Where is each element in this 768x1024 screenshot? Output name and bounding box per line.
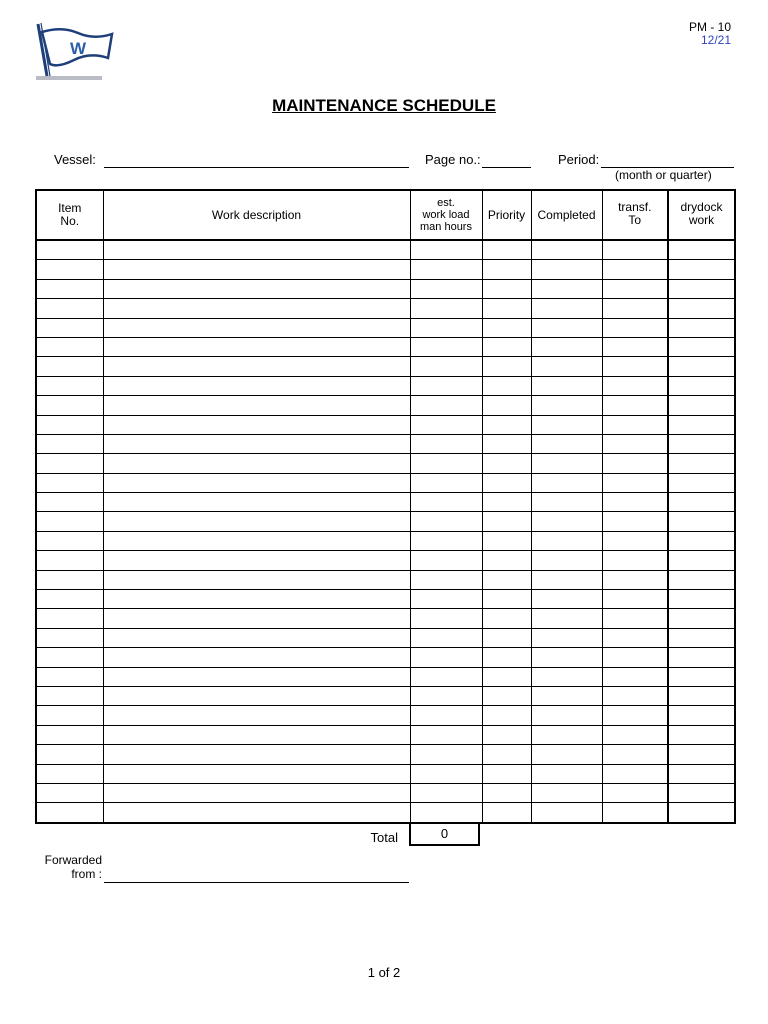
work-description-cell[interactable] <box>103 260 410 279</box>
period-label: Period: <box>558 152 600 167</box>
transf-to-cell[interactable] <box>602 686 668 705</box>
table-row <box>36 628 735 647</box>
priority-cell[interactable] <box>482 512 531 531</box>
item-no-cell[interactable] <box>36 667 103 686</box>
item-no-cell[interactable] <box>36 551 103 570</box>
est-work-load-cell[interactable] <box>410 337 482 356</box>
table-row <box>36 570 735 589</box>
item-no-cell[interactable] <box>36 279 103 298</box>
priority-cell[interactable] <box>482 454 531 473</box>
drydock-work-cell[interactable] <box>668 745 735 764</box>
drydock-work-cell[interactable] <box>668 376 735 395</box>
total-label: Total <box>370 830 398 845</box>
drydock-work-cell[interactable] <box>668 454 735 473</box>
work-description-cell[interactable] <box>103 725 410 744</box>
table-row <box>36 803 735 823</box>
est-work-load-cell[interactable] <box>410 279 482 298</box>
transf-to-cell[interactable] <box>602 609 668 628</box>
priority-cell[interactable] <box>482 376 531 395</box>
item-no-cell[interactable] <box>36 570 103 589</box>
transf-to-cell[interactable] <box>602 337 668 356</box>
item-no-cell[interactable] <box>36 240 103 260</box>
completed-cell[interactable] <box>531 764 602 783</box>
table-row <box>36 260 735 279</box>
transf-to-cell[interactable] <box>602 764 668 783</box>
completed-cell[interactable] <box>531 609 602 628</box>
forwarded-line1: Forwarded <box>44 853 102 867</box>
est-work-load-cell[interactable] <box>410 299 482 318</box>
item-no-cell[interactable] <box>36 260 103 279</box>
table-header-row <box>36 190 735 240</box>
drydock-work-cell[interactable] <box>668 783 735 802</box>
item-no-cell[interactable] <box>36 318 103 337</box>
col-work-description-label: Work description <box>211 207 302 222</box>
drydock-work-cell[interactable] <box>668 667 735 686</box>
work-description-cell[interactable] <box>103 686 410 705</box>
work-description-cell[interactable] <box>103 337 410 356</box>
col-work-description-header <box>103 190 410 240</box>
transf-to-cell[interactable] <box>602 648 668 667</box>
item-no-cell[interactable] <box>36 783 103 802</box>
drydock-work-cell[interactable] <box>668 434 735 453</box>
work-description-cell[interactable] <box>103 745 410 764</box>
completed-cell[interactable] <box>531 299 602 318</box>
transf-to-cell[interactable] <box>602 260 668 279</box>
work-description-cell[interactable] <box>103 628 410 647</box>
col-completed-label: Completed <box>537 207 596 222</box>
table-row <box>36 415 735 434</box>
completed-cell[interactable] <box>531 706 602 725</box>
priority-cell[interactable] <box>482 337 531 356</box>
work-description-cell[interactable] <box>103 531 410 550</box>
table-row <box>36 512 735 531</box>
item-no-cell[interactable] <box>36 764 103 783</box>
col-drydock-line2: work <box>688 213 715 227</box>
est-work-load-cell[interactable] <box>410 493 482 512</box>
col-priority-header <box>482 190 531 240</box>
page-no-field[interactable] <box>482 152 531 168</box>
drydock-work-cell[interactable] <box>668 803 735 823</box>
drydock-work-cell[interactable] <box>668 415 735 434</box>
maintenance-table <box>35 189 736 824</box>
drydock-work-cell[interactable] <box>668 648 735 667</box>
priority-cell[interactable] <box>482 357 531 376</box>
completed-cell[interactable] <box>531 745 602 764</box>
completed-cell[interactable] <box>531 454 602 473</box>
work-description-cell[interactable] <box>103 376 410 395</box>
page-title: MAINTENANCE SCHEDULE <box>272 96 496 115</box>
table-row <box>36 434 735 453</box>
drydock-work-cell[interactable] <box>668 686 735 705</box>
work-description-cell[interactable] <box>103 415 410 434</box>
completed-cell[interactable] <box>531 783 602 802</box>
col-item-no-header <box>36 190 103 240</box>
transf-to-cell[interactable] <box>602 628 668 647</box>
est-work-load-cell[interactable] <box>410 764 482 783</box>
est-work-load-cell[interactable] <box>410 648 482 667</box>
completed-cell[interactable] <box>531 648 602 667</box>
transf-to-cell[interactable] <box>602 725 668 744</box>
est-work-load-cell[interactable] <box>410 260 482 279</box>
col-drydock-work-header <box>668 190 735 240</box>
priority-cell[interactable] <box>482 493 531 512</box>
est-work-load-cell[interactable] <box>410 686 482 705</box>
drydock-work-cell[interactable] <box>668 570 735 589</box>
col-transf-line1: transf. <box>618 200 652 214</box>
drydock-work-cell[interactable] <box>668 396 735 415</box>
item-no-cell[interactable] <box>36 725 103 744</box>
priority-cell[interactable] <box>482 686 531 705</box>
vessel-field[interactable] <box>104 152 409 168</box>
table-row <box>36 783 735 802</box>
work-description-cell[interactable] <box>103 318 410 337</box>
est-work-load-cell[interactable] <box>410 725 482 744</box>
priority-cell[interactable] <box>482 531 531 550</box>
table-row <box>36 337 735 356</box>
work-description-cell[interactable] <box>103 357 410 376</box>
col-completed-header <box>531 190 602 240</box>
priority-cell[interactable] <box>482 803 531 823</box>
item-no-cell[interactable] <box>36 396 103 415</box>
completed-cell[interactable] <box>531 628 602 647</box>
transf-to-cell[interactable] <box>602 434 668 453</box>
total-value: 0 <box>409 822 480 846</box>
completed-cell[interactable] <box>531 260 602 279</box>
est-work-load-cell[interactable] <box>410 396 482 415</box>
priority-cell[interactable] <box>482 240 531 260</box>
priority-cell[interactable] <box>482 725 531 744</box>
work-description-cell[interactable] <box>103 493 410 512</box>
col-item-no-line1: Item <box>58 201 82 215</box>
transf-to-cell[interactable] <box>602 318 668 337</box>
priority-cell[interactable] <box>482 473 531 492</box>
completed-cell[interactable] <box>531 493 602 512</box>
transf-to-cell[interactable] <box>602 240 668 260</box>
col-drydock-line1: drydock <box>680 200 723 214</box>
transf-to-cell[interactable] <box>602 706 668 725</box>
col-priority-label: Priority <box>487 207 526 222</box>
transf-to-cell[interactable] <box>602 279 668 298</box>
item-no-cell[interactable] <box>36 376 103 395</box>
forwarded-line2: from : <box>71 867 102 881</box>
transf-to-cell[interactable] <box>602 493 668 512</box>
est-work-load-cell[interactable] <box>410 706 482 725</box>
item-no-cell[interactable] <box>36 609 103 628</box>
priority-cell[interactable] <box>482 745 531 764</box>
drydock-work-cell[interactable] <box>668 725 735 744</box>
item-no-cell[interactable] <box>36 531 103 550</box>
transf-to-cell[interactable] <box>602 376 668 395</box>
logo-letter: W <box>69 39 87 58</box>
forwarded-from-label <box>36 853 102 881</box>
completed-cell[interactable] <box>531 473 602 492</box>
item-no-cell[interactable] <box>36 473 103 492</box>
table-row <box>36 667 735 686</box>
priority-cell[interactable] <box>482 570 531 589</box>
table-row <box>36 609 735 628</box>
completed-cell[interactable] <box>531 318 602 337</box>
priority-cell[interactable] <box>482 783 531 802</box>
revision-date: 12/21 <box>700 33 731 47</box>
work-description-cell[interactable] <box>103 570 410 589</box>
est-work-load-cell[interactable] <box>410 318 482 337</box>
table-row <box>36 725 735 744</box>
completed-cell[interactable] <box>531 434 602 453</box>
col-est-line3: man hours <box>420 221 472 233</box>
priority-cell[interactable] <box>482 260 531 279</box>
est-work-load-cell[interactable] <box>410 531 482 550</box>
work-description-cell[interactable] <box>103 764 410 783</box>
est-work-load-cell[interactable] <box>410 434 482 453</box>
table-row <box>36 376 735 395</box>
work-description-cell[interactable] <box>103 783 410 802</box>
completed-cell[interactable] <box>531 415 602 434</box>
transf-to-cell[interactable] <box>602 590 668 609</box>
work-description-cell[interactable] <box>103 454 410 473</box>
drydock-work-cell[interactable] <box>668 609 735 628</box>
col-transf-line2: To <box>628 213 642 227</box>
work-description-cell[interactable] <box>103 706 410 725</box>
table-row <box>36 706 735 725</box>
item-no-cell[interactable] <box>36 686 103 705</box>
table-row <box>36 551 735 570</box>
work-description-cell[interactable] <box>103 434 410 453</box>
col-est-line1: est. <box>437 197 455 209</box>
item-no-cell[interactable] <box>36 337 103 356</box>
drydock-work-cell[interactable] <box>668 240 735 260</box>
est-work-load-cell[interactable] <box>410 609 482 628</box>
work-description-cell[interactable] <box>103 803 410 823</box>
table-row <box>36 531 735 550</box>
priority-cell[interactable] <box>482 299 531 318</box>
drydock-work-cell[interactable] <box>668 260 735 279</box>
item-no-cell[interactable] <box>36 434 103 453</box>
priority-cell[interactable] <box>482 279 531 298</box>
item-no-cell[interactable] <box>36 454 103 473</box>
work-description-cell[interactable] <box>103 240 410 260</box>
table-row <box>36 590 735 609</box>
drydock-work-cell[interactable] <box>668 318 735 337</box>
completed-cell[interactable] <box>531 803 602 823</box>
transf-to-cell[interactable] <box>602 551 668 570</box>
drydock-work-cell[interactable] <box>668 473 735 492</box>
work-description-cell[interactable] <box>103 299 410 318</box>
table-row <box>36 240 735 260</box>
transf-to-cell[interactable] <box>602 473 668 492</box>
item-no-cell[interactable] <box>36 493 103 512</box>
work-description-cell[interactable] <box>103 396 410 415</box>
table-row <box>36 473 735 492</box>
item-no-cell[interactable] <box>36 745 103 764</box>
table-row <box>36 686 735 705</box>
est-work-load-cell[interactable] <box>410 512 482 531</box>
completed-cell[interactable] <box>531 396 602 415</box>
col-est-work-load-header <box>410 190 482 240</box>
transf-to-cell[interactable] <box>602 803 668 823</box>
item-no-cell[interactable] <box>36 706 103 725</box>
drydock-work-cell[interactable] <box>668 279 735 298</box>
transf-to-cell[interactable] <box>602 745 668 764</box>
item-no-cell[interactable] <box>36 357 103 376</box>
completed-cell[interactable] <box>531 337 602 356</box>
item-no-cell[interactable] <box>36 299 103 318</box>
drydock-work-cell[interactable] <box>668 590 735 609</box>
table-row <box>36 648 735 667</box>
table-row <box>36 745 735 764</box>
est-work-load-cell[interactable] <box>410 454 482 473</box>
completed-cell[interactable] <box>531 357 602 376</box>
work-description-cell[interactable] <box>103 551 410 570</box>
transf-to-cell[interactable] <box>602 512 668 531</box>
priority-cell[interactable] <box>482 706 531 725</box>
priority-cell[interactable] <box>482 434 531 453</box>
item-no-cell[interactable] <box>36 803 103 823</box>
transf-to-cell[interactable] <box>602 531 668 550</box>
priority-cell[interactable] <box>482 764 531 783</box>
priority-cell[interactable] <box>482 415 531 434</box>
table-row <box>36 299 735 318</box>
est-work-load-cell[interactable] <box>410 783 482 802</box>
priority-cell[interactable] <box>482 551 531 570</box>
completed-cell[interactable] <box>531 551 602 570</box>
priority-cell[interactable] <box>482 609 531 628</box>
work-description-cell[interactable] <box>103 473 410 492</box>
priority-cell[interactable] <box>482 396 531 415</box>
form-code-block <box>689 21 731 47</box>
priority-cell[interactable] <box>482 318 531 337</box>
vessel-label: Vessel: <box>54 152 96 167</box>
work-description-cell[interactable] <box>103 609 410 628</box>
transf-to-cell[interactable] <box>602 415 668 434</box>
completed-cell[interactable] <box>531 512 602 531</box>
work-description-cell[interactable] <box>103 279 410 298</box>
est-work-load-cell[interactable] <box>410 590 482 609</box>
completed-cell[interactable] <box>531 686 602 705</box>
col-est-line2: work load <box>422 209 470 221</box>
transf-to-cell[interactable] <box>602 783 668 802</box>
period-field[interactable] <box>601 152 734 168</box>
transf-to-cell[interactable] <box>602 357 668 376</box>
est-work-load-cell[interactable] <box>410 415 482 434</box>
item-no-cell[interactable] <box>36 590 103 609</box>
est-work-load-cell[interactable] <box>410 628 482 647</box>
completed-cell[interactable] <box>531 667 602 686</box>
est-work-load-cell[interactable] <box>410 745 482 764</box>
drydock-work-cell[interactable] <box>668 706 735 725</box>
priority-cell[interactable] <box>482 590 531 609</box>
col-item-no-line2: No. <box>60 214 80 228</box>
drydock-work-cell[interactable] <box>668 357 735 376</box>
table-row <box>36 357 735 376</box>
table-body <box>36 240 735 823</box>
est-work-load-cell[interactable] <box>410 376 482 395</box>
transf-to-cell[interactable] <box>602 299 668 318</box>
est-work-load-cell[interactable] <box>410 667 482 686</box>
transf-to-cell[interactable] <box>602 396 668 415</box>
table-row <box>36 318 735 337</box>
completed-cell[interactable] <box>531 590 602 609</box>
completed-cell[interactable] <box>531 240 602 260</box>
item-no-cell[interactable] <box>36 415 103 434</box>
drydock-work-cell[interactable] <box>668 531 735 550</box>
drydock-work-cell[interactable] <box>668 337 735 356</box>
completed-cell[interactable] <box>531 570 602 589</box>
est-work-load-cell[interactable] <box>410 803 482 823</box>
period-hint: (month or quarter) <box>615 168 712 182</box>
page-no-label: Page no.: <box>425 152 481 167</box>
completed-cell[interactable] <box>531 279 602 298</box>
page-indicator: 1 of 2 <box>367 965 401 980</box>
table-row <box>36 493 735 512</box>
table-row <box>36 396 735 415</box>
completed-cell[interactable] <box>531 531 602 550</box>
col-transf-to-header <box>602 190 668 240</box>
priority-cell[interactable] <box>482 667 531 686</box>
completed-cell[interactable] <box>531 376 602 395</box>
item-no-cell[interactable] <box>36 648 103 667</box>
est-work-load-cell[interactable] <box>410 551 482 570</box>
work-description-cell[interactable] <box>103 648 410 667</box>
transf-to-cell[interactable] <box>602 454 668 473</box>
work-description-cell[interactable] <box>103 590 410 609</box>
drydock-work-cell[interactable] <box>668 512 735 531</box>
priority-cell[interactable] <box>482 648 531 667</box>
form-code: PM - 10 <box>688 20 731 34</box>
transf-to-cell[interactable] <box>602 667 668 686</box>
drydock-work-cell[interactable] <box>668 628 735 647</box>
table-row <box>36 279 735 298</box>
item-no-cell[interactable] <box>36 628 103 647</box>
priority-cell[interactable] <box>482 628 531 647</box>
est-work-load-cell[interactable] <box>410 240 482 260</box>
item-no-cell[interactable] <box>36 512 103 531</box>
est-work-load-cell[interactable] <box>410 357 482 376</box>
est-work-load-cell[interactable] <box>410 570 482 589</box>
drydock-work-cell[interactable] <box>668 493 735 512</box>
forwarded-from-field[interactable] <box>104 867 409 883</box>
work-description-cell[interactable] <box>103 667 410 686</box>
work-description-cell[interactable] <box>103 512 410 531</box>
table-row <box>36 454 735 473</box>
table-row <box>36 764 735 783</box>
completed-cell[interactable] <box>531 725 602 744</box>
drydock-work-cell[interactable] <box>668 299 735 318</box>
drydock-work-cell[interactable] <box>668 764 735 783</box>
company-logo <box>34 20 116 84</box>
est-work-load-cell[interactable] <box>410 473 482 492</box>
transf-to-cell[interactable] <box>602 570 668 589</box>
drydock-work-cell[interactable] <box>668 551 735 570</box>
